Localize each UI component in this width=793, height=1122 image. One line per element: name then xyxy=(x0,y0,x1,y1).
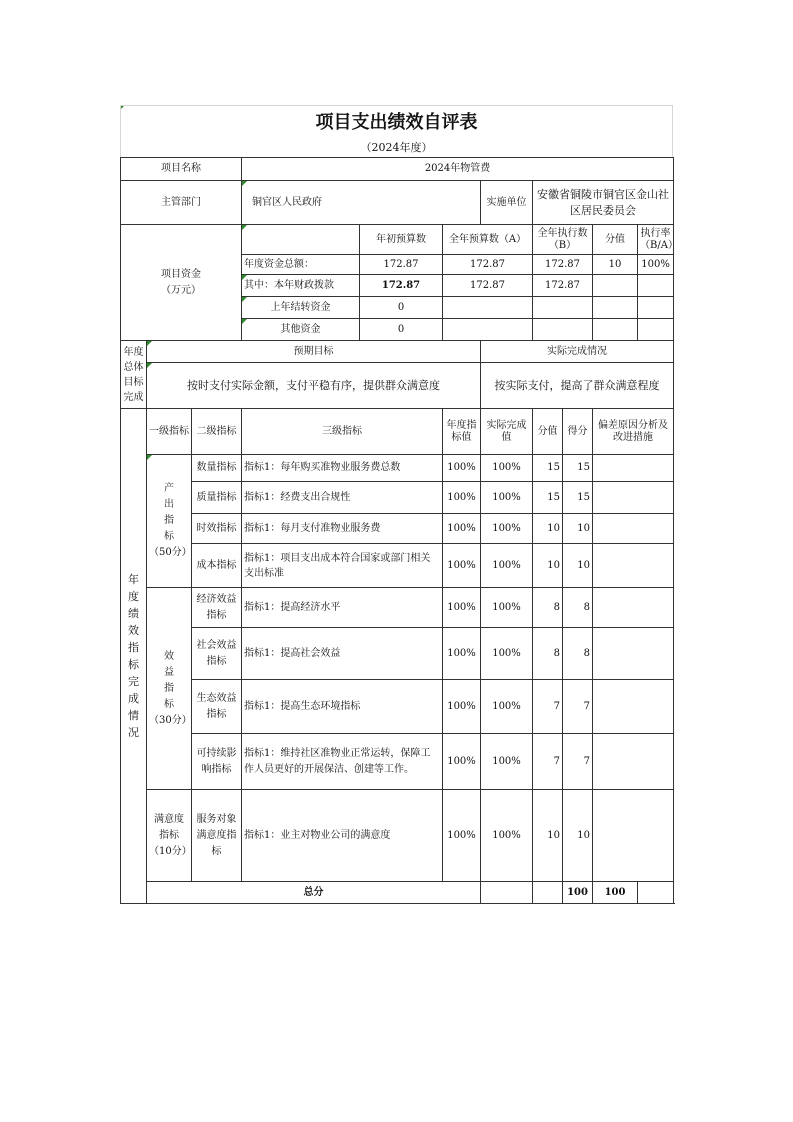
expected-goal-label: 预期目标 xyxy=(147,341,481,363)
target: 100% xyxy=(443,482,481,514)
funds-header-blank xyxy=(242,225,360,255)
funds-head-initial: 年初预算数 xyxy=(360,225,443,255)
col-target: 年度指标值 xyxy=(443,409,481,455)
impl-unit-value: 安徽省铜陵市铜官区金山社区居民委员会 xyxy=(533,181,674,225)
funds-executed: 172.87 xyxy=(533,275,593,297)
project-name-label: 项目名称 xyxy=(121,158,242,181)
funds-annual: 172.87 xyxy=(443,275,533,297)
actual: 100% xyxy=(481,482,533,514)
group-satisfaction-label: 满意度 指标 （10分） xyxy=(147,790,192,882)
level2: 质量指标 xyxy=(192,482,242,514)
funds-label: 项目资金 （万元） xyxy=(121,225,242,341)
score: 7 xyxy=(563,734,593,790)
expected-goal-text: 按时支付实际金额，支付平稳有序，提供群众满意度 xyxy=(147,363,481,409)
value: 15 xyxy=(533,482,563,514)
funds-initial: 0 xyxy=(360,319,443,341)
score: 8 xyxy=(563,588,593,628)
note xyxy=(593,588,674,628)
indicator-row xyxy=(121,588,674,628)
funds-header-row xyxy=(121,225,674,255)
funds-rate: 100% xyxy=(638,255,674,275)
level3: 指标1：业主对物业公司的满意度 xyxy=(242,790,443,882)
note xyxy=(593,734,674,790)
goal-content-row xyxy=(121,363,674,409)
col-actual: 实际完成值 xyxy=(481,409,533,455)
level3: 指标1：提高社会效益 xyxy=(242,628,443,680)
evaluation-table xyxy=(120,157,678,904)
dept-text: 铜官区人民政府 xyxy=(252,196,322,208)
score: 15 xyxy=(563,455,593,482)
funds-head-score-value: 分值 xyxy=(593,225,638,255)
level2: 数量指标 xyxy=(192,455,242,482)
note xyxy=(593,482,674,514)
target: 100% xyxy=(443,628,481,680)
actual: 100% xyxy=(481,628,533,680)
funds-annual xyxy=(443,319,533,341)
indicator-row xyxy=(121,790,674,882)
value: 7 xyxy=(533,680,563,734)
indicator-row xyxy=(121,455,674,482)
actual: 100% xyxy=(481,514,533,544)
actual: 100% xyxy=(481,588,533,628)
funds-annual: 172.87 xyxy=(443,255,533,275)
actual: 100% xyxy=(481,734,533,790)
value: 10 xyxy=(533,514,563,544)
value: 15 xyxy=(533,455,563,482)
overall-goal-label: 年度 总体 目标 完成 xyxy=(121,341,147,409)
total-value: 100 xyxy=(563,882,593,904)
dept-value xyxy=(242,181,481,225)
funds-score-value xyxy=(593,275,638,297)
performance-label: 年 度 绩 效 指 标 完 成 情 况 xyxy=(121,409,147,904)
col-note: 偏差原因分析及改进措施 xyxy=(593,409,674,455)
department-row xyxy=(121,181,674,225)
indicator-row xyxy=(121,628,674,680)
project-name-row xyxy=(121,158,674,181)
note xyxy=(593,628,674,680)
note xyxy=(593,790,674,882)
funds-score-value xyxy=(593,297,638,319)
score: 8 xyxy=(563,628,593,680)
actual: 100% xyxy=(481,680,533,734)
level3: 指标1：项目支出成本符合国家或部门相关支出标准 xyxy=(242,544,443,588)
funds-initial: 0 xyxy=(360,297,443,319)
funds-row-label: 上年结转资金 xyxy=(242,297,360,319)
actual: 100% xyxy=(481,455,533,482)
level2: 服务对象满意度指标 xyxy=(192,790,242,882)
total-note xyxy=(638,882,674,904)
level2: 生态效益指标 xyxy=(192,680,242,734)
score: 10 xyxy=(563,544,593,588)
target: 100% xyxy=(443,544,481,588)
level2: 经济效益指标 xyxy=(192,588,242,628)
funds-head-executed: 全年执行数（B） xyxy=(533,225,593,255)
actual-status-text: 按实际支付，提高了群众满意程度 xyxy=(481,363,674,409)
funds-score-value: 10 xyxy=(593,255,638,275)
funds-executed xyxy=(533,297,593,319)
score: 15 xyxy=(563,482,593,514)
score: 10 xyxy=(563,514,593,544)
total-actual xyxy=(533,882,563,904)
target: 100% xyxy=(443,514,481,544)
level3: 指标1：每月支付准物业服务费 xyxy=(242,514,443,544)
self-evaluation-sheet xyxy=(120,105,678,904)
actual-status-label: 实际完成情况 xyxy=(481,341,674,363)
col-level3: 三级指标 xyxy=(242,409,443,455)
total-label: 总分 xyxy=(147,882,481,904)
level2: 可持续影响指标 xyxy=(192,734,242,790)
target: 100% xyxy=(443,680,481,734)
funds-annual xyxy=(443,297,533,319)
target: 100% xyxy=(443,588,481,628)
indicator-row xyxy=(121,544,674,588)
funds-score-value xyxy=(593,319,638,341)
level3: 指标1：每年购买准物业服务费总数 xyxy=(242,455,443,482)
level3: 指标1：经费支出合规性 xyxy=(242,482,443,514)
impl-unit-label: 实施单位 xyxy=(481,181,533,225)
actual: 100% xyxy=(481,544,533,588)
total-target xyxy=(481,882,533,904)
score: 10 xyxy=(563,790,593,882)
level3: 指标1：提高生态环境指标 xyxy=(242,680,443,734)
dept-label: 主管部门 xyxy=(121,181,242,225)
level3: 指标1：提高经济水平 xyxy=(242,588,443,628)
value: 10 xyxy=(533,544,563,588)
col-score: 得分 xyxy=(563,409,593,455)
funds-row-label: 其中：本年财政拨款 xyxy=(242,275,360,297)
project-name-value: 2024年物管费 xyxy=(242,158,674,181)
total-row xyxy=(121,882,674,904)
funds-rate xyxy=(638,319,674,341)
funds-executed: 172.87 xyxy=(533,255,593,275)
funds-head-annual: 全年预算数（A） xyxy=(443,225,533,255)
level3: 指标1：维持社区准物业正常运转，保障工作人员更好的开展保洁、创建等工作。 xyxy=(242,734,443,790)
level2: 时效指标 xyxy=(192,514,242,544)
note xyxy=(593,680,674,734)
note xyxy=(593,455,674,482)
value: 10 xyxy=(533,790,563,882)
value: 8 xyxy=(533,628,563,680)
funds-initial: 172.87 xyxy=(360,275,443,297)
goal-header-row xyxy=(121,341,674,363)
target: 100% xyxy=(443,790,481,882)
indicator-row xyxy=(121,514,674,544)
level2: 社会效益指标 xyxy=(192,628,242,680)
total-score: 100 xyxy=(593,882,638,904)
group-benefit-label: 效 益 指 标 （30分） xyxy=(147,588,192,790)
target: 100% xyxy=(443,734,481,790)
indicator-row xyxy=(121,482,674,514)
funds-executed xyxy=(533,319,593,341)
page-title: 项目支出绩效自评表 xyxy=(120,105,673,139)
indicator-row xyxy=(121,680,674,734)
col-level2: 二级指标 xyxy=(192,409,242,455)
level2: 成本指标 xyxy=(192,544,242,588)
group-output-label: 产 出 指 标 （50分） xyxy=(147,455,192,588)
funds-rate xyxy=(638,297,674,319)
indicator-header-row xyxy=(121,409,674,455)
value: 7 xyxy=(533,734,563,790)
note xyxy=(593,544,674,588)
note xyxy=(593,514,674,544)
target: 100% xyxy=(443,455,481,482)
year-subtitle: （2024年度） xyxy=(120,139,673,157)
funds-rate xyxy=(638,275,674,297)
value: 8 xyxy=(533,588,563,628)
col-level1: 一级指标 xyxy=(147,409,192,455)
col-value: 分值 xyxy=(533,409,563,455)
funds-row-label: 年度资金总额： xyxy=(242,255,360,275)
funds-initial: 172.87 xyxy=(360,255,443,275)
funds-row-label: 其他资金 xyxy=(242,319,360,341)
funds-head-rate: 执行率（B/A） xyxy=(638,225,674,255)
actual: 100% xyxy=(481,790,533,882)
score: 7 xyxy=(563,680,593,734)
indicator-row xyxy=(121,734,674,790)
